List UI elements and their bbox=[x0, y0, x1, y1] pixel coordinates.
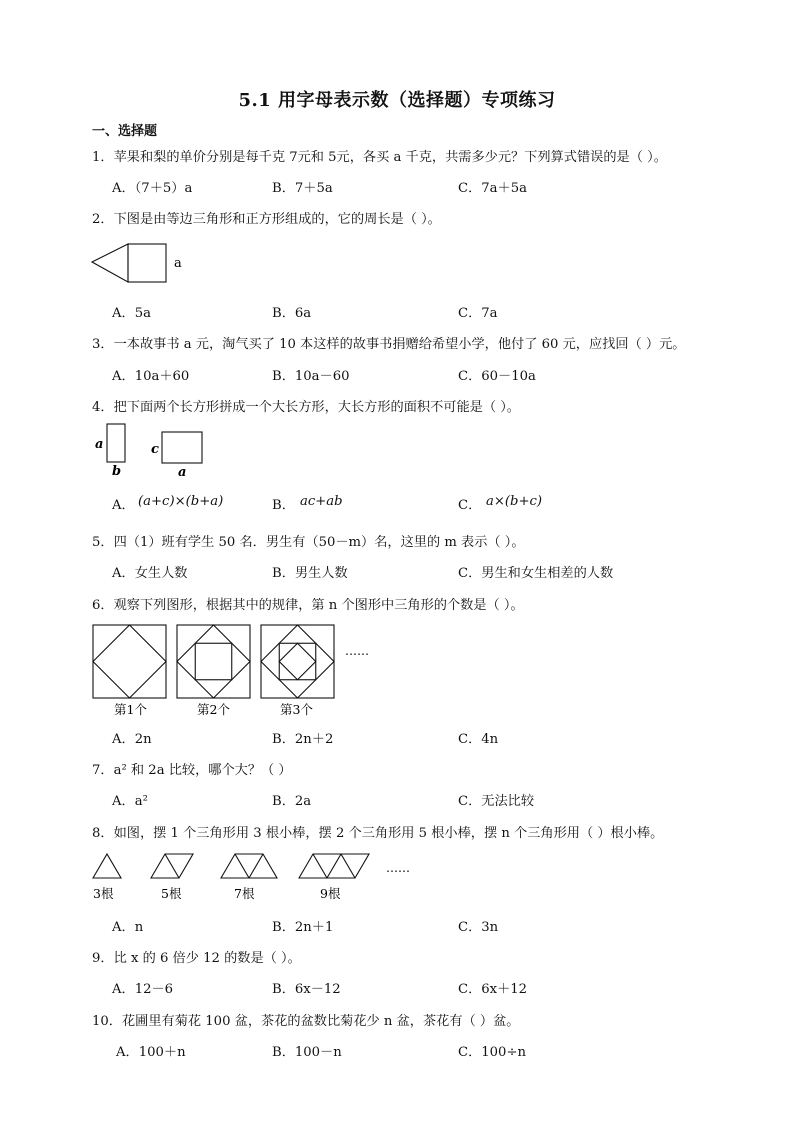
question-8-option-b[interactable]: B．2n＋1 bbox=[272, 920, 334, 935]
question-2-option-b[interactable]: B．6a bbox=[272, 306, 312, 321]
figure-caption-3: 第3个 bbox=[280, 702, 313, 717]
question-1-stem: 1．苹果和梨的单价分别是每千克 7元和 5元，各买 a 千克，共需多少元？下列算式错误的是（ ）。 bbox=[92, 150, 667, 165]
figure-label-b: b bbox=[112, 464, 122, 479]
question-2-figure bbox=[88, 240, 198, 288]
stick-caption-2: 5根 bbox=[161, 886, 182, 901]
question-7-option-a[interactable]: A．a² bbox=[112, 794, 148, 809]
question-4-option-c[interactable]: a×(b+c) bbox=[486, 494, 543, 509]
question-3-option-a[interactable]: A．10a＋60 bbox=[112, 369, 190, 384]
figure-label-a-bottom: a bbox=[178, 465, 187, 480]
triangle-shape bbox=[92, 244, 128, 282]
question-3-stem: 3．一本故事书 a 元，淘气买了 10 本这样的故事书捐赠给希望小学，他付了 60 元，应找回（ ）元。 bbox=[92, 337, 686, 352]
question-6-figure bbox=[90, 622, 390, 720]
figure-label-a: a bbox=[174, 256, 182, 271]
question-5-option-c[interactable]: C．男生和女生相差的人数 bbox=[458, 566, 614, 581]
question-6-option-a[interactable]: A．2n bbox=[112, 732, 152, 747]
question-6-stem: 6．观察下列图形，根据其中的规律，第 n 个图形中三角形的个数是（ ）。 bbox=[92, 598, 524, 613]
question-3-option-c[interactable]: C．60－10a bbox=[458, 369, 536, 384]
question-7-option-b[interactable]: B．2a bbox=[272, 794, 312, 809]
question-10-option-c[interactable]: C．100÷n bbox=[458, 1045, 526, 1060]
question-2-option-c[interactable]: C．7a bbox=[458, 306, 498, 321]
question-4-option-a-letter[interactable]: A． bbox=[112, 498, 135, 513]
question-4-figure bbox=[92, 422, 212, 480]
stick-caption-3: 7根 bbox=[234, 886, 255, 901]
figure-caption-1: 第1个 bbox=[114, 702, 147, 717]
stick-caption-4: 9根 bbox=[320, 886, 341, 901]
question-5-stem: 5．四（1）班有学生 50 名．男生有（50－m）名，这里的 m 表示（ ）。 bbox=[92, 535, 525, 550]
page-title: 5.1 用字母表示数（选择题）专项练习 bbox=[238, 90, 556, 111]
figure-label-c: c bbox=[151, 442, 159, 457]
wide-rectangle-shape bbox=[162, 432, 202, 463]
section-heading: 一、选择题 bbox=[92, 124, 158, 139]
stick-triangle-1 bbox=[93, 854, 121, 878]
pattern-figure-2 bbox=[177, 625, 250, 698]
question-7-option-c[interactable]: C．无法比较 bbox=[458, 794, 535, 809]
question-9-option-b[interactable]: B．6x－12 bbox=[272, 982, 341, 997]
question-4-option-b-letter[interactable]: B． bbox=[272, 498, 295, 513]
question-4-option-c-letter[interactable]: C． bbox=[458, 498, 482, 513]
question-8-stem: 8．如图，摆 1 个三角形用 3 根小棒，摆 2 个三角形用 5 根小棒，摆 n 个三角形用（ ）根小棒。 bbox=[92, 826, 664, 841]
question-2-option-a[interactable]: A．5a bbox=[112, 306, 151, 321]
figure-caption-2: 第2个 bbox=[197, 702, 230, 717]
question-2-stem: 2．下图是由等边三角形和正方形组成的，它的周长是（ ）。 bbox=[92, 212, 441, 227]
question-8-figure bbox=[88, 850, 418, 902]
question-9-option-c[interactable]: C．6x＋12 bbox=[458, 982, 528, 997]
stick-caption-1: 3根 bbox=[93, 886, 114, 901]
question-7-stem: 7．a² 和 2a 比较，哪个大？（ ） bbox=[92, 763, 292, 778]
question-8-option-c[interactable]: C．3n bbox=[458, 920, 499, 935]
question-4-option-a[interactable]: (a+c)×(b+a) bbox=[138, 494, 224, 509]
square-shape bbox=[128, 244, 166, 282]
question-4-option-b[interactable]: ac+ab bbox=[300, 494, 343, 509]
figure-label-a-left: a bbox=[95, 437, 104, 452]
pattern-figure-3 bbox=[261, 625, 334, 698]
figure-ellipsis: …… bbox=[345, 644, 369, 658]
stick-triangle-3 bbox=[221, 854, 277, 878]
question-10-option-a[interactable]: A．100＋n bbox=[116, 1045, 186, 1060]
question-10-option-b[interactable]: B．100－n bbox=[272, 1045, 342, 1060]
question-9-option-a[interactable]: A．12－6 bbox=[112, 982, 174, 997]
stick-ellipsis: …… bbox=[386, 861, 410, 875]
question-1-option-a[interactable]: A．（7＋5）a bbox=[112, 181, 193, 196]
question-4-stem: 4．把下面两个长方形拼成一个大长方形，大长方形的面积不可能是（ ）。 bbox=[92, 400, 520, 415]
question-5-option-a[interactable]: A．女生人数 bbox=[112, 566, 188, 581]
pattern-figure-1 bbox=[93, 625, 166, 698]
question-3-option-b[interactable]: B．10a－60 bbox=[272, 369, 350, 384]
tall-rectangle-shape bbox=[107, 424, 125, 462]
question-6-option-b[interactable]: B．2n＋2 bbox=[272, 732, 334, 747]
question-9-stem: 9．比 x 的 6 倍少 12 的数是（ ）。 bbox=[92, 951, 301, 966]
question-1-option-c[interactable]: C．7a＋5a bbox=[458, 181, 527, 196]
question-1-option-b[interactable]: B．7＋5a bbox=[272, 181, 333, 196]
question-6-option-c[interactable]: C．4n bbox=[458, 732, 499, 747]
question-10-stem: 10．花圃里有菊花 100 盆，茶花的盆数比菊花少 n 盆，茶花有（ ）盆。 bbox=[92, 1014, 520, 1029]
question-8-option-a[interactable]: A．n bbox=[112, 920, 144, 935]
question-5-option-b[interactable]: B．男生人数 bbox=[272, 566, 348, 581]
